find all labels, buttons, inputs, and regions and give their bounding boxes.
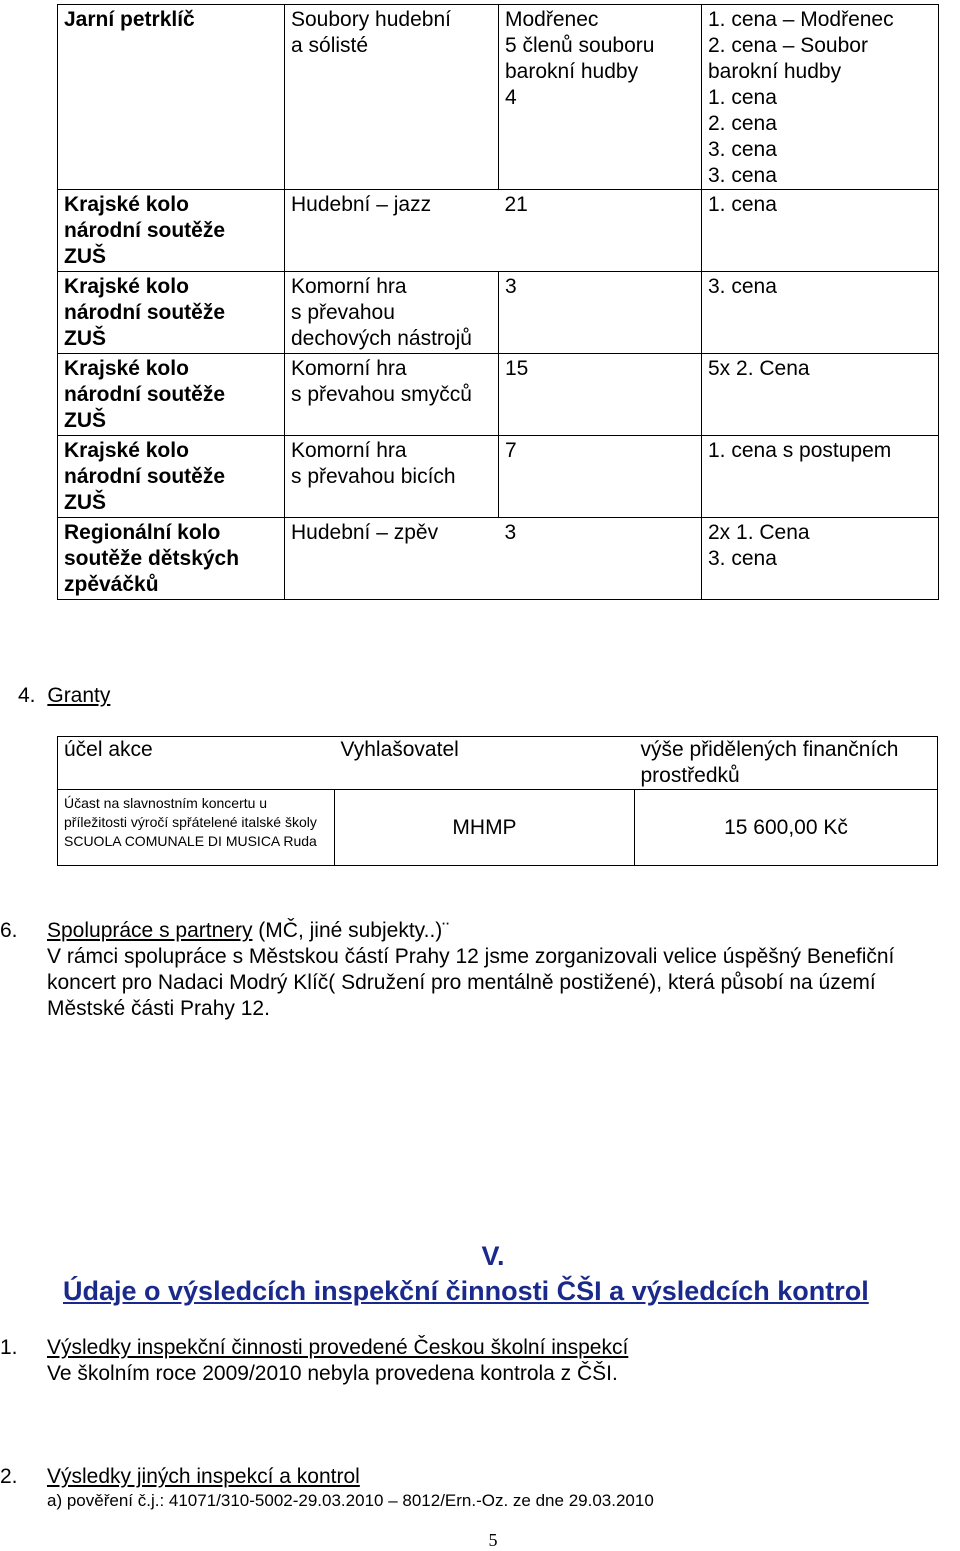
grant-purpose: Účast na slavnostním koncertu u příležitosti výročí spřátelené italské školy SCUOLA COMUNALE DI MUSICA Ruda: [58, 790, 335, 866]
competition-row: [58, 272, 939, 354]
chapter-title: Údaje o výsledcích inspekční činnosti ČŠI a výsledcích kontrol: [63, 1276, 869, 1306]
competition-table: [57, 4, 939, 600]
item-1-number: 1.: [0, 1336, 18, 1359]
category-cell: Hudební – jazz: [285, 190, 499, 272]
competition-row: [58, 518, 939, 600]
section-6: [0, 918, 960, 1022]
section-4-heading: [18, 683, 110, 709]
section-4-number: 4.: [18, 684, 36, 707]
category-cell: Soubory hudební a sólisté: [285, 5, 499, 190]
count-cell: 21: [499, 190, 702, 272]
result-cell: 1. cena: [702, 190, 939, 272]
item-1-body: Ve školním roce 2009/2010 nebyla provedena kontrola z ČŠI.: [47, 1362, 618, 1385]
header-amount: výše přidělených finančních prostředků: [635, 737, 938, 790]
result-cell: 2x 1. Cena 3. cena: [702, 518, 939, 600]
item-2: [0, 1464, 960, 1512]
category-cell: Komorní hra s převahou smyčců: [285, 354, 499, 436]
competition-row: [58, 354, 939, 436]
item-2-number: 2.: [0, 1465, 18, 1488]
item-1: [0, 1335, 960, 1387]
grants-header-row: [58, 737, 938, 790]
section-6-title-suffix: (MČ, jiné subjekty..)¨: [252, 919, 450, 942]
result-cell: 3. cena: [702, 272, 939, 354]
chapter-numeral: V.: [481, 1241, 505, 1271]
event-cell: Krajské kolo národní soutěže ZUŠ: [58, 436, 285, 518]
event-cell: Krajské kolo národní soutěže ZUŠ: [58, 272, 285, 354]
item-2-title: Výsledky jiných inspekcí a kontrol: [47, 1465, 360, 1488]
event-cell: Jarní petrklíč: [58, 5, 285, 190]
category-cell: Komorní hra s převahou bicích: [285, 436, 499, 518]
header-issuer: Vyhlašovatel: [335, 737, 635, 790]
count-cell: 3: [499, 518, 702, 600]
grants-table: [57, 736, 938, 866]
item-1-title: Výsledky inspekční činnosti provedené Českou školní inspekcí: [47, 1336, 629, 1359]
section-6-body: V rámci spolupráce s Městskou částí Prahy 12 jsme zorganizovali velice úspěšný Benefiční koncert pro Nadaci Modrý Klíč( Sdružení pro mentálně postižené), která působí na území Městské části Prahy 12.: [47, 945, 895, 1020]
event-cell: Regionální kolo soutěže dětských zpěváčků: [58, 518, 285, 600]
count-cell: 3: [499, 272, 702, 354]
grant-issuer: MHMP: [335, 790, 635, 866]
result-cell: 5x 2. Cena: [702, 354, 939, 436]
item-2-body: a) pověření č.j.: 41071/310-5002-29.03.2010 – 8012/Ern.-Oz. ze dne 29.03.2010: [47, 1491, 654, 1510]
page-number: 5: [488, 1530, 498, 1550]
result-cell: 1. cena – Modřenec 2. cena – Soubor barokní hudby 1. cena 2. cena 3. cena 3. cena: [702, 5, 939, 190]
section-6-number: 6.: [0, 919, 18, 942]
category-cell: Komorní hra s převahou dechových nástrojů: [285, 272, 499, 354]
event-cell: Krajské kolo národní soutěže ZUŠ: [58, 190, 285, 272]
category-cell: Hudební – zpěv: [285, 518, 499, 600]
section-6-title: Spolupráce s partnery: [47, 919, 253, 942]
competition-row: [58, 190, 939, 272]
count-cell: 15: [499, 354, 702, 436]
count-cell: Modřenec 5 členů souboru barokní hudby 4: [499, 5, 702, 190]
header-purpose: účel akce: [58, 737, 335, 790]
section-4-title: Granty: [47, 684, 111, 707]
grant-amount: 15 600,00 Kč: [635, 790, 938, 866]
competition-row: [58, 436, 939, 518]
grants-row: [58, 790, 938, 866]
competition-row: [58, 5, 939, 190]
event-cell: Krajské kolo národní soutěže ZUŠ: [58, 354, 285, 436]
count-cell: 7: [499, 436, 702, 518]
result-cell: 1. cena s postupem: [702, 436, 939, 518]
